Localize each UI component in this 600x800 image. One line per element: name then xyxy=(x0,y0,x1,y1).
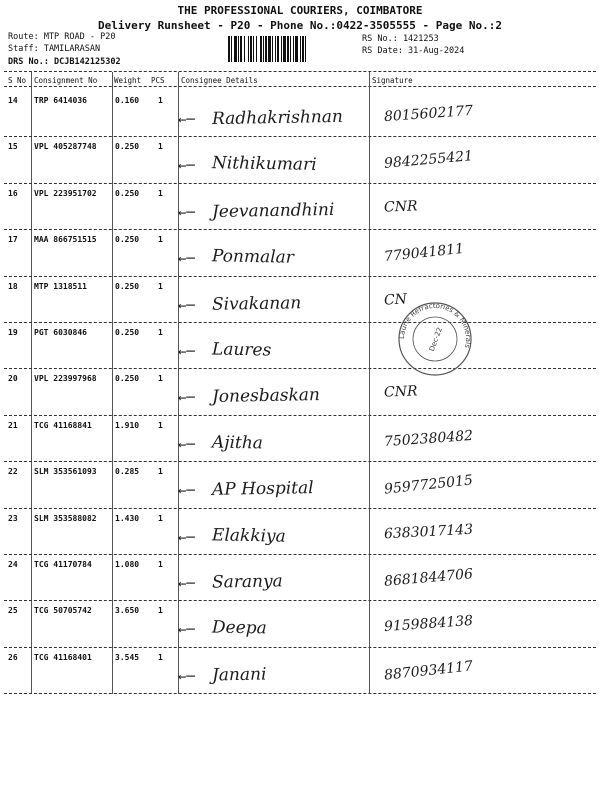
row-separator xyxy=(4,693,596,694)
row-weight: 0.250 xyxy=(115,235,140,245)
row-weight: 0.250 xyxy=(115,188,140,198)
row-sno: 21 xyxy=(8,420,18,430)
row-consignee-signature: Radhakrishnan xyxy=(211,106,344,130)
row-pcs: 1 xyxy=(158,235,163,245)
row-weight: 1.910 xyxy=(115,420,140,430)
row-receiver-signature: 6383017143 xyxy=(383,521,474,542)
row-consignment-no: TCG 41168841 xyxy=(34,420,92,430)
row-pcs: 1 xyxy=(158,328,163,337)
row-consignment-no: VPL 223951702 xyxy=(34,188,97,198)
row-consignee-signature: AP Hospital xyxy=(211,478,314,501)
row-weight: 3.650 xyxy=(115,606,140,616)
company-title: THE PROFESSIONAL COURIERS, COIMBATORE xyxy=(177,4,423,17)
row-consignee-signature: Saranya xyxy=(211,571,283,593)
row-weight: 0.285 xyxy=(115,467,140,477)
row-sno: 26 xyxy=(8,652,18,662)
row-separator xyxy=(4,276,596,277)
rs-no-label: RS No.: 1421253 xyxy=(362,34,439,44)
rs-date-label: RS Date: 31-Aug-2024 xyxy=(362,46,465,56)
row-consignment-no: SLM 353588082 xyxy=(34,513,97,523)
row-separator xyxy=(4,554,596,555)
row-consignee-signature: Sivakanan xyxy=(211,292,302,315)
row-sno: 18 xyxy=(8,281,18,291)
row-consignment-no: VPL 223997968 xyxy=(34,374,97,384)
row-pcs: 1 xyxy=(158,188,163,198)
row-sno: 22 xyxy=(8,467,18,477)
stamp-text: Laurie Refractories & Minerals xyxy=(397,301,473,349)
row-weight: 0.250 xyxy=(115,142,140,152)
row-pcs: 1 xyxy=(158,96,163,105)
row-consignment-no: VPL 405287748 xyxy=(34,142,97,152)
row-weight: 1.430 xyxy=(115,513,140,523)
route-label: Route: MTP ROAD - P20 xyxy=(8,32,116,42)
col-header-consignment: Consignment No xyxy=(34,76,98,85)
row-consignee-signature: Elakkiya xyxy=(211,524,286,547)
pointer-arrow-icon: ←─ xyxy=(178,622,195,639)
pointer-arrow-icon: ←─ xyxy=(178,436,195,453)
row-consignment-no: MTP 1318511 xyxy=(34,281,87,291)
row-sno: 23 xyxy=(8,513,18,523)
row-weight: 3.545 xyxy=(115,652,140,662)
row-pcs: 1 xyxy=(158,467,163,477)
row-pcs: 1 xyxy=(158,281,163,291)
row-consignment-no: TCG 50705742 xyxy=(34,606,92,616)
row-receiver-signature: 779041811 xyxy=(383,241,465,266)
row-sno: 15 xyxy=(8,142,18,152)
row-consignment-no: TCG 41170784 xyxy=(34,560,92,569)
company-stamp xyxy=(396,300,474,378)
row-separator xyxy=(4,183,596,184)
row-consignee-signature: Deepa xyxy=(211,617,267,639)
header-rule-bottom xyxy=(4,86,596,87)
pointer-arrow-icon: ←─ xyxy=(178,483,195,500)
row-sno: 20 xyxy=(8,374,18,384)
row-consignee-signature: Nithikumari xyxy=(211,153,317,176)
drs-label: DRS No.: DCJB142125302 xyxy=(8,57,121,67)
row-receiver-signature: CN xyxy=(383,291,408,309)
pointer-arrow-icon: ←─ xyxy=(178,112,195,128)
row-pcs: 1 xyxy=(158,420,163,430)
pointer-arrow-icon: ←─ xyxy=(178,158,195,175)
row-pcs: 1 xyxy=(158,606,163,616)
row-consignment-no: TCG 41168401 xyxy=(34,652,92,662)
col-header-signature: Signature xyxy=(372,76,413,85)
row-receiver-signature: CNR xyxy=(383,198,418,216)
row-separator xyxy=(4,415,596,416)
row-separator xyxy=(4,647,596,648)
row-pcs: 1 xyxy=(158,142,163,152)
staff-label: Staff: TAMILARASAN xyxy=(8,44,101,54)
row-consignee-signature: Jonesbaskan xyxy=(211,385,321,408)
row-sno: 19 xyxy=(8,328,18,337)
row-separator xyxy=(4,136,596,137)
row-separator xyxy=(4,461,596,462)
pointer-arrow-icon: ←─ xyxy=(178,668,195,685)
row-consignee-signature: Ajitha xyxy=(211,432,264,454)
row-separator xyxy=(4,508,596,509)
col-header-consignee: Consignee Details xyxy=(181,76,258,85)
pointer-arrow-icon: ←─ xyxy=(178,529,195,546)
row-separator xyxy=(4,600,596,601)
row-receiver-signature: CNR xyxy=(383,383,418,401)
pointer-arrow-icon: ←─ xyxy=(178,576,195,592)
row-sno: 14 xyxy=(8,96,18,105)
row-sno: 17 xyxy=(8,235,18,245)
barcode xyxy=(228,36,354,62)
row-sno: 25 xyxy=(8,606,18,616)
row-consignee-signature: Jeevanandhini xyxy=(211,199,335,222)
pointer-arrow-icon: ←─ xyxy=(178,344,195,360)
row-weight: 0.250 xyxy=(115,374,140,384)
row-receiver-signature: 8681844706 xyxy=(383,566,474,590)
row-consignment-no: PGT 6030846 xyxy=(34,328,87,337)
row-consignee-signature: Laures xyxy=(211,339,272,361)
row-separator xyxy=(4,229,596,230)
header-rule-top xyxy=(4,71,596,72)
row-pcs: 1 xyxy=(158,374,163,384)
row-pcs: 1 xyxy=(158,652,163,662)
row-weight: 0.250 xyxy=(115,328,140,337)
row-receiver-signature: 9597725015 xyxy=(383,472,474,498)
row-consignment-no: SLM 353561093 xyxy=(34,467,97,477)
row-consignment-no: TRP 6414036 xyxy=(34,96,87,105)
row-sno: 24 xyxy=(8,560,18,569)
row-consignee-signature: Ponmalar xyxy=(211,246,295,268)
col-header-weight: Weight xyxy=(114,76,142,85)
row-consignment-no: MAA 866751515 xyxy=(34,235,97,245)
row-receiver-signature: 9159884138 xyxy=(383,613,474,636)
row-separator xyxy=(4,368,596,369)
row-sno: 16 xyxy=(8,188,18,198)
pointer-arrow-icon: ←─ xyxy=(178,297,195,314)
pointer-arrow-icon: ←─ xyxy=(178,204,195,221)
pointer-arrow-icon: ←─ xyxy=(178,390,195,407)
row-weight: 0.250 xyxy=(115,281,140,291)
row-receiver-signature: 8015602177 xyxy=(383,102,474,126)
row-weight: 1.080 xyxy=(115,560,140,569)
barcode-bar xyxy=(305,36,306,62)
row-receiver-signature: 9842255421 xyxy=(383,148,474,173)
row-receiver-signature: 8870934117 xyxy=(383,658,474,684)
row-pcs: 1 xyxy=(158,513,163,523)
row-receiver-signature: 7502380482 xyxy=(383,427,474,450)
col-header-sno: S No xyxy=(8,76,27,85)
row-pcs: 1 xyxy=(158,560,163,569)
stamp-date: Dec-22 xyxy=(427,326,444,353)
pointer-arrow-icon: ←─ xyxy=(178,251,195,268)
row-separator xyxy=(4,322,596,323)
row-consignee-signature: Janani xyxy=(211,664,267,686)
col-header-pcs: PCS xyxy=(151,76,165,85)
row-weight: 0.160 xyxy=(115,96,140,105)
runsheet-title: Delivery Runsheet - P20 - Phone No.:0422-3505555 - Page No.:2 xyxy=(98,19,502,32)
